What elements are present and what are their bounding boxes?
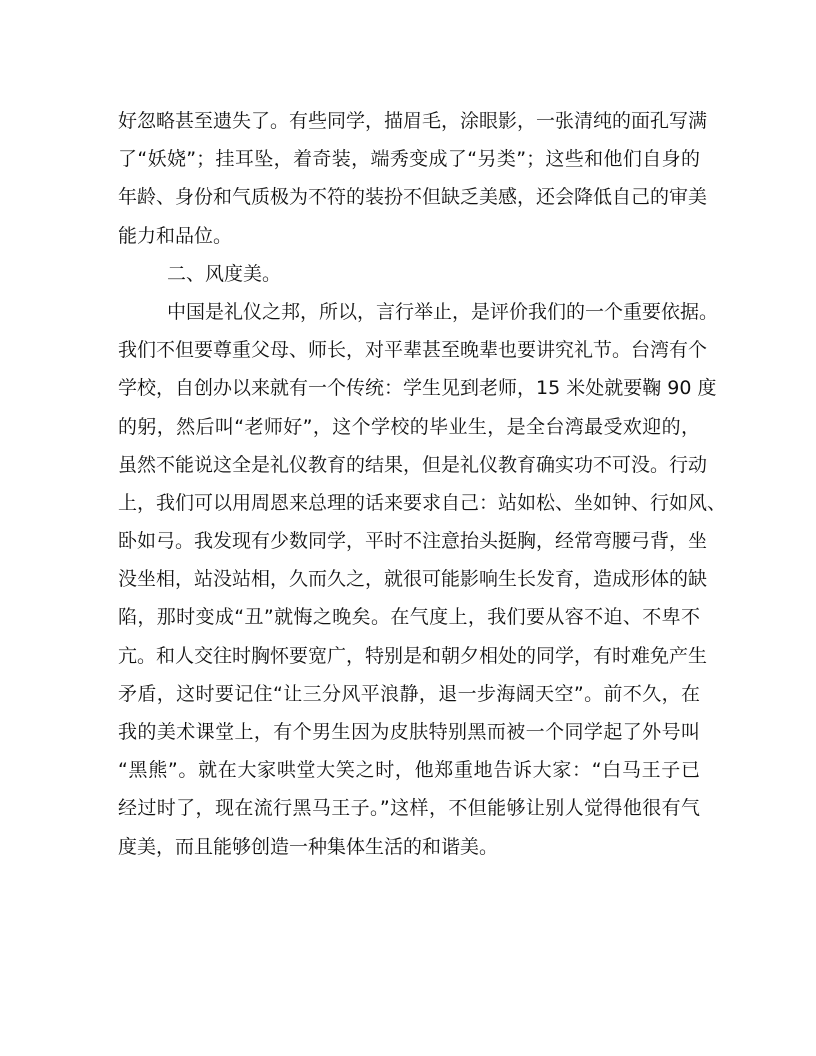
text-line: 能力和品位。: [118, 224, 233, 247]
text-line: 我们不但要尊重父母、师长，对平辈甚至晚辈也要讲究礼节。台湾有个: [118, 339, 708, 362]
text-line: 中国是礼仪之邦，所以，言行举止，是评价我们的一个重要依据。: [167, 300, 719, 323]
text-line: 学校，自创办以来就有一个传统：学生见到老师，15 米处就要鞠 90 度: [118, 377, 717, 400]
paragraph-continuation: [118, 102, 708, 255]
text-line: “黑熊”。就在大家哄堂大笑之时，他郑重地告诉大家：“白马王子已: [118, 759, 700, 782]
text-body: [118, 102, 727, 866]
section-heading-demeanor: [118, 255, 700, 293]
text-line: 没坐相，站没站相，久而久之，就很可能影响生长发育，造成形体的缺: [118, 568, 708, 591]
text-line: 好忽略甚至遗失了。有些同学，描眉毛，涂眼影，一张清纯的面孔写满: [118, 110, 708, 132]
text-line: 经过时了，现在流行黑马王子。”这样，不但能够让别人觉得他很有气: [118, 797, 700, 820]
text-line: 的躬，然后叫“老师好”，这个学校的毕业生，是全台湾最受欢迎的，: [118, 415, 700, 438]
section-heading: 二、风度美。: [167, 262, 282, 285]
text-line: 陷，那时变成“丑”就悔之晚矣。在气度上，我们要从容不迫、不卑不: [118, 606, 700, 629]
text-line: 虽然不能说这全是礼仪教育的结果，但是礼仪教育确实功不可没。行动: [118, 453, 708, 476]
text-line: 度美，而且能够创造一种集体生活的和谐美。: [118, 835, 499, 858]
paragraph-demeanor: [118, 293, 727, 866]
text-line: 年龄、身份和气质极为不符的装扮不但缺乏美感，还会降低自己的审美: [118, 186, 708, 209]
text-line: 亢。和人交往时胸怀要宽广，特别是和朝夕相处的同学，有时难免产生: [118, 644, 708, 667]
text-line: 卧如弓。我发现有少数同学，平时不注意抬头挺胸，经常弯腰弓背，坐: [118, 530, 708, 553]
text-line: 我的美术课堂上，有个男生因为皮肤特别黑而被一个同学起了外号叫: [118, 721, 700, 743]
text-line: 上，我们可以用周恩来总理的话来要求自己：站如松、坐如钟、行如风、: [118, 491, 727, 514]
text-line: 了“妖娆”；挂耳坠，着奇装，端秀变成了“另类”；这些和他们自身的: [118, 148, 700, 171]
text-line: 矛盾，这时要记住“让三分风平浪静，退一步海阔天空”。前不久，在: [118, 682, 700, 705]
